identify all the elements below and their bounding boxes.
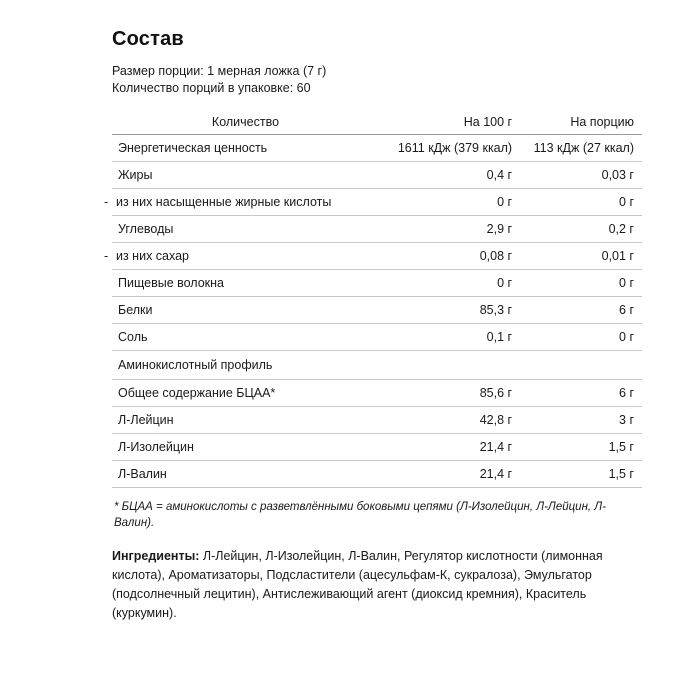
row-value-per-portion: 0 г [520,324,642,351]
ingredients-label: Ингредиенты: [112,549,200,563]
table-row [112,407,642,434]
bcaa-footnote: * БЦАА = аминокислоты с разветвлёнными боковыми цепями (Л-Изолейцин, Л-Лейцин, Л-Валин). [114,501,607,529]
row-label-text: Аминокислотный профиль [118,358,273,372]
row-label [112,461,377,488]
row-value-per-portion: 3 г [520,407,642,434]
row-value-per-100g: 85,6 г [377,380,520,407]
row-label-text: Л-Лейцин [118,413,174,427]
row-value-per-100g: 0,08 г [377,243,520,270]
serving-info [112,63,642,97]
serving-size-line: Размер порции: 1 мерная ложка (7 г) [112,64,327,78]
row-label-text: Энергетическая ценность [118,141,268,155]
row-label [112,324,377,351]
row-value-per-100g: 2,9 г [377,216,520,243]
row-label [112,216,377,243]
row-value-per-portion: 6 г [520,297,642,324]
table-row [112,270,642,297]
row-label-text: Л-Изолейцин [118,440,194,454]
page-title: Состав [112,28,184,50]
table-row [112,162,642,189]
row-value-per-100g: 42,8 г [377,407,520,434]
row-value-per-portion: 0,2 г [520,216,642,243]
table-row [112,189,642,216]
row-value-per-100g [377,351,520,380]
row-label-text: Общее содержание БЦАА* [118,386,276,400]
ingredients-text: Л-Лейцин, Л-Изолейцин, Л-Валин, Регулятор кислотности (лимонная кислота), Ароматизаторы, Подсластители (ацесульфам-К, сукралоза), Эмульгатор (подсолнечный лецитин), Антислеживающий агент (диоксид кремния), Краситель (куркумин). [112,549,603,620]
nutrition-table [104,113,642,488]
row-value-per-100g: 85,3 г [377,297,520,324]
table-row [112,434,642,461]
row-label-text: из них насыщенные жирные кислоты [116,195,332,209]
row-value-per-portion: 0 г [520,189,642,216]
table-row [112,461,642,488]
table-row [112,324,642,351]
row-label [112,135,377,162]
row-label [112,407,377,434]
row-value-per-100g: 21,4 г [377,461,520,488]
sub-row-dash: - [104,249,109,263]
row-value-per-portion: 1,5 г [520,434,642,461]
row-value-per-100g: 0,4 г [377,162,520,189]
table-header-row [112,113,642,135]
row-label [112,162,377,189]
row-label-text: из них сахар [116,249,190,263]
column-header-per-portion: На порцию [520,113,642,135]
row-value-per-100g: 0 г [377,189,520,216]
table-row [112,135,642,162]
row-value-per-100g: 21,4 г [377,434,520,461]
row-value-per-100g: 0,1 г [377,324,520,351]
row-label [112,351,377,380]
row-value-per-portion: 1,5 г [520,461,642,488]
row-label-text: Пищевые волокна [118,276,224,290]
row-value-per-portion: 6 г [520,380,642,407]
row-value-per-portion: 113 кДж (27 ккал) [520,135,642,162]
row-label [112,297,377,324]
table-row [112,351,642,380]
table-row [112,297,642,324]
row-label [112,270,377,297]
row-label [104,189,377,216]
row-value-per-portion: 0,01 г [520,243,642,270]
servings-per-container-line: Количество порций в упаковке: 60 [112,81,311,95]
row-value-per-100g: 0 г [377,270,520,297]
row-value-per-portion: 0,03 г [520,162,642,189]
table-row [112,380,642,407]
row-label [112,380,377,407]
row-value-per-portion [520,351,642,380]
row-label-text: Белки [118,303,153,317]
row-label [104,243,377,270]
row-label-text: Жиры [118,168,153,182]
column-header-per-100g: На 100 г [377,113,520,135]
row-label-text: Л-Валин [118,467,167,481]
row-value-per-portion: 0 г [520,270,642,297]
column-header-name: Количество [112,113,377,135]
row-label-text: Соль [118,330,148,344]
table-row [112,216,642,243]
sub-row-dash: - [104,195,109,209]
row-label [112,434,377,461]
ingredients-block [112,547,642,623]
row-label-text: Углеводы [118,222,174,236]
row-value-per-100g: 1611 кДж (379 ккал) [377,135,520,162]
table-row [112,243,642,270]
nutrition-table-body [104,135,642,488]
